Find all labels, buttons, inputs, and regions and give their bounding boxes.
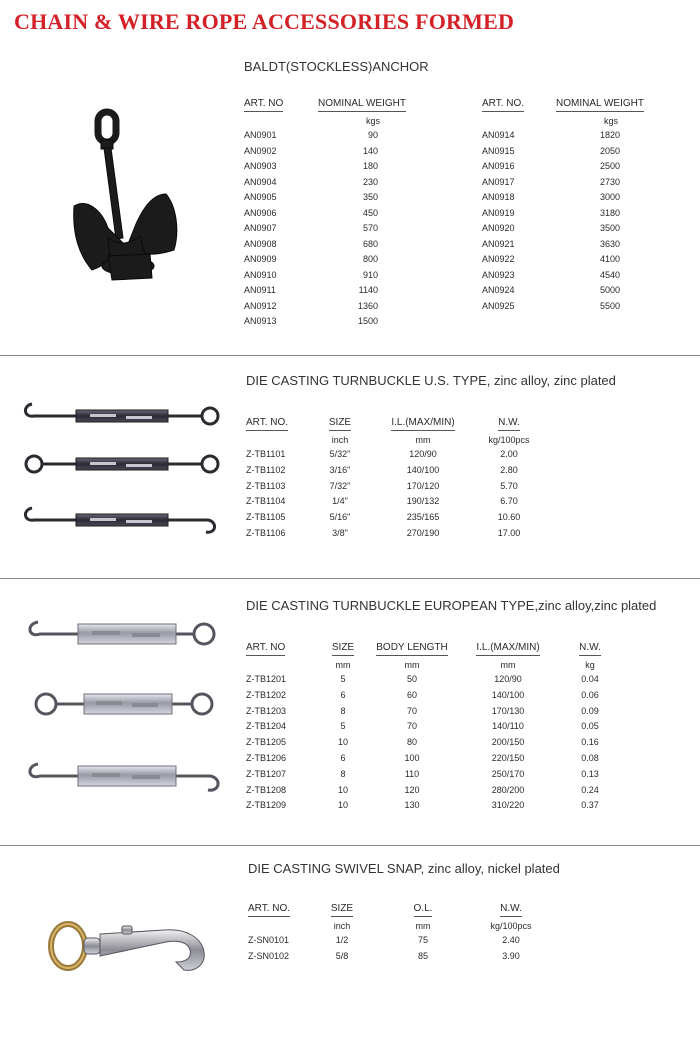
table-cell: 7/32" [329,480,351,491]
anchor-weight-right-column [556,98,666,314]
table-cell: 200/150 [491,737,525,748]
table-cell: 0.13 [581,768,599,779]
table-cell: 3500 [599,223,620,233]
table-cell: Z-TB1105 [246,512,286,523]
table-cell: 5 [340,721,346,732]
anchor-illustration [68,106,188,292]
anchor-weight-right-header: NOMINAL WEIGHT [556,98,644,112]
table-cell: 50 [406,674,417,684]
table-cell: 250/170 [491,768,525,779]
table-cell: 10.60 [497,512,521,523]
table-cell: AN0913 [244,316,277,326]
section-divider [0,578,700,579]
us-turnbuckle-section-title [246,373,616,388]
anchor-weight-header: NOMINAL WEIGHT [318,98,406,112]
table-cell: 1/2 [335,935,349,945]
eu-size-header: SIZE [332,642,354,656]
table-cell: 0.05 [581,721,599,732]
table-cell: 3/8" [332,527,348,538]
anchor-unit-left: kgs [365,116,380,126]
table-cell: AN0921 [482,238,515,249]
table-cell: 1500 [357,316,378,326]
table-cell: 70 [406,705,417,716]
us-nw-unit: kg/100pcs [488,435,530,445]
eu-size-unit: mm [335,660,351,670]
table-cell: AN0902 [244,145,277,156]
table-cell: 280/200 [491,784,525,795]
table-cell: 8 [340,705,346,716]
us-turnbuckle-title-rest: , zinc alloy, zinc plated [486,373,616,388]
table-cell: 180 [362,161,378,171]
table-cell: 235/165 [406,512,440,523]
table-cell: 3630 [599,238,620,249]
table-cell: 140/100 [491,689,525,700]
table-cell: 5 [340,674,346,684]
table-cell: Z-TB1106 [246,527,286,538]
table-cell: AN0905 [244,192,277,202]
eu-body-length-column [366,642,458,814]
table-cell: 3180 [599,207,620,218]
table-cell: AN0907 [244,223,277,233]
table-cell: Z-TB1201 [246,674,287,684]
table-cell: 800 [362,254,378,264]
table-cell: 0.08 [581,752,599,763]
table-cell: Z-TB1204 [246,721,287,732]
us-nw-column [474,417,544,542]
table-cell: 5/32" [329,449,351,459]
table-cell: AN0914 [482,130,515,140]
us-il-header: I.L.(MAX/MIN) [391,417,454,431]
table-cell: 2.40 [502,935,520,945]
table-cell: 0.37 [581,800,599,811]
page-title: CHAIN & WIRE ROPE ACCESSORIES FORMED [14,9,515,34]
table-cell: AN0903 [244,161,277,171]
table-cell: 170/130 [491,705,525,716]
table-cell: 1140 [358,285,378,295]
table-cell: AN0910 [244,269,277,280]
eu-nw-column [570,642,610,814]
table-cell: 6 [340,689,346,700]
table-cell: Z-TB1102 [246,464,286,475]
swivel-snap-title-main: DIE CASTING SWIVEL SNAP [248,861,421,876]
anchor-art-no-header: ART. NO [244,98,283,112]
table-cell: Z-TB1104 [246,496,286,507]
table-cell: 120/90 [409,449,437,459]
anchor-unit-right: kgs [603,116,618,126]
table-cell: AN0904 [244,176,277,187]
table-cell: 5.70 [500,480,518,491]
us-art-no-column [246,417,326,542]
table-cell: Z-TB1209 [246,800,287,811]
snap-size-unit: inch [333,921,351,931]
table-cell: 5000 [599,285,620,295]
table-cell: 5/8 [335,950,349,961]
table-cell: Z-TB1208 [246,784,287,795]
table-cell: 85 [417,950,428,961]
table-cell: AN0909 [244,254,277,264]
snap-nw-header: N.W. [500,903,522,917]
table-cell: 190/132 [406,496,440,507]
us-il-unit: mm [415,435,431,445]
eu-size-column [326,642,360,814]
table-cell: 2730 [599,176,620,187]
table-cell: Z-TB1205 [246,737,287,748]
table-cell: 10 [337,800,348,811]
snap-ol-header: O.L. [414,903,433,917]
table-cell: 60 [406,689,417,700]
table-cell: Z-TB1103 [246,480,286,491]
table-cell: 130 [404,800,420,811]
table-cell: AN0922 [482,254,515,264]
table-cell: 5/16" [329,512,351,523]
table-cell: 110 [404,768,420,779]
eu-turnbuckle-title-rest: ,zinc alloy,zinc plated [534,598,657,613]
eu-turnbuckle-section-title [246,598,656,613]
table-cell: 120 [404,784,420,795]
table-cell: 70 [406,721,417,732]
eu-body-unit: mm [404,660,420,670]
swivel-snap-illustration [46,916,216,976]
table-cell: 220/150 [491,752,525,763]
us-size-unit: inch [331,435,349,445]
table-cell: 2050 [599,145,620,156]
table-cell: 170/120 [406,480,440,491]
table-cell: 2500 [599,161,620,171]
eu-nw-unit: kg [585,660,595,670]
table-cell: Z-TB1207 [246,768,287,779]
eu-art-no-header: ART. NO [246,642,285,656]
anchor-weight-left-column [318,98,428,330]
table-cell: AN0925 [482,300,515,311]
table-cell: 0.06 [581,689,599,700]
anchor-art-no-right-header: ART. NO. [482,98,524,112]
snap-size-header: SIZE [331,903,353,917]
section-divider [0,845,700,846]
us-turnbuckle-illustration [18,396,228,546]
table-cell: AN0919 [482,207,515,218]
us-size-column [320,417,360,542]
us-art-no-header: ART. NO. [246,417,288,431]
table-cell: 120/90 [494,674,522,684]
table-cell: 0.09 [581,705,599,716]
table-cell: 0.16 [581,737,599,748]
swivel-snap-section-title [248,861,560,876]
table-cell: Z-TB1202 [246,689,287,700]
table-cell: 140 [362,145,378,156]
table-cell: AN0918 [482,192,515,202]
table-cell: 1820 [599,130,620,140]
table-cell: Z-TB1203 [246,705,287,716]
table-cell: Z-TB1206 [246,752,287,763]
table-cell: 100 [404,752,420,763]
table-cell: 230 [362,176,378,187]
table-cell: 350 [362,192,378,202]
table-cell: Z-SN0102 [248,950,290,961]
table-cell: 4540 [599,269,620,280]
snap-ol-unit: mm [415,921,431,931]
table-cell: AN0920 [482,223,515,233]
table-cell: AN0906 [244,207,277,218]
eu-il-column [462,642,554,814]
table-cell: 5500 [599,300,620,311]
table-cell: AN0924 [482,285,515,295]
table-cell: 3.90 [502,950,520,961]
table-cell: AN0917 [482,176,515,187]
table-cell: 140/110 [492,721,524,732]
table-cell: 17.00 [497,527,521,538]
table-cell: 680 [362,238,378,249]
table-cell: 2.80 [500,464,518,475]
table-cell: 3/16" [329,464,351,475]
anchor-art-no-right-column [482,98,552,314]
table-cell: Z-SN0101 [248,935,290,945]
table-cell: 80 [406,737,417,748]
table-cell: AN0912 [244,300,277,311]
table-cell: 3000 [599,192,620,202]
table-cell: 6.70 [500,496,518,507]
us-size-header: SIZE [329,417,351,431]
table-cell: AN0908 [244,238,277,249]
table-cell: 270/190 [406,527,440,538]
snap-size-column [322,903,362,965]
eu-il-unit: mm [500,660,516,670]
snap-nw-column [476,903,546,965]
anchor-art-no-left-column [244,98,324,330]
eu-il-header: I.L.(MAX/MIN) [476,642,539,656]
table-cell: 1/4" [332,496,348,507]
table-cell: 310/220 [491,800,525,811]
table-cell: AN0916 [482,161,515,171]
table-cell: 2.00 [500,449,518,459]
eu-turnbuckle-title-main: DIE CASTING TURNBUCKLE EUROPEAN TYPE [246,598,535,613]
snap-nw-unit: kg/100pcs [490,921,532,931]
table-cell: AN0923 [482,269,515,280]
snap-art-no-column [248,903,328,965]
table-cell: AN0901 [244,130,277,140]
table-cell: 4100 [599,254,620,264]
table-cell: 910 [362,269,378,280]
eu-art-no-column [246,642,326,814]
table-cell: 10 [337,737,348,748]
snap-art-no-header: ART. NO. [248,903,290,917]
table-cell: 75 [417,935,428,945]
table-cell: Z-TB1101 [246,449,286,459]
table-cell: 6 [340,752,346,763]
us-il-column [378,417,468,542]
table-cell: AN0915 [482,145,515,156]
table-cell: 140/100 [406,464,440,475]
table-cell: 0.04 [581,674,599,684]
table-cell: 0.24 [581,784,599,795]
table-cell: 1360 [357,300,378,311]
us-turnbuckle-title-main: DIE CASTING TURNBUCKLE U.S. TYPE [246,373,487,388]
eu-turnbuckle-illustration [24,612,234,808]
eu-nw-header: N.W. [579,642,601,656]
swivel-snap-title-rest: , zinc alloy, nickel plated [420,861,560,876]
us-nw-header: N.W. [498,417,520,431]
table-cell: 90 [367,130,378,140]
eu-body-length-header: BODY LENGTH [376,642,448,656]
snap-ol-column [398,903,448,965]
table-cell: 8 [340,768,346,779]
section-divider [0,355,700,356]
table-cell: 570 [362,223,378,233]
table-cell: 450 [362,207,378,218]
anchor-section-title: BALDT(STOCKLESS)ANCHOR [244,59,429,74]
table-cell: AN0911 [244,285,276,295]
table-cell: 10 [337,784,348,795]
